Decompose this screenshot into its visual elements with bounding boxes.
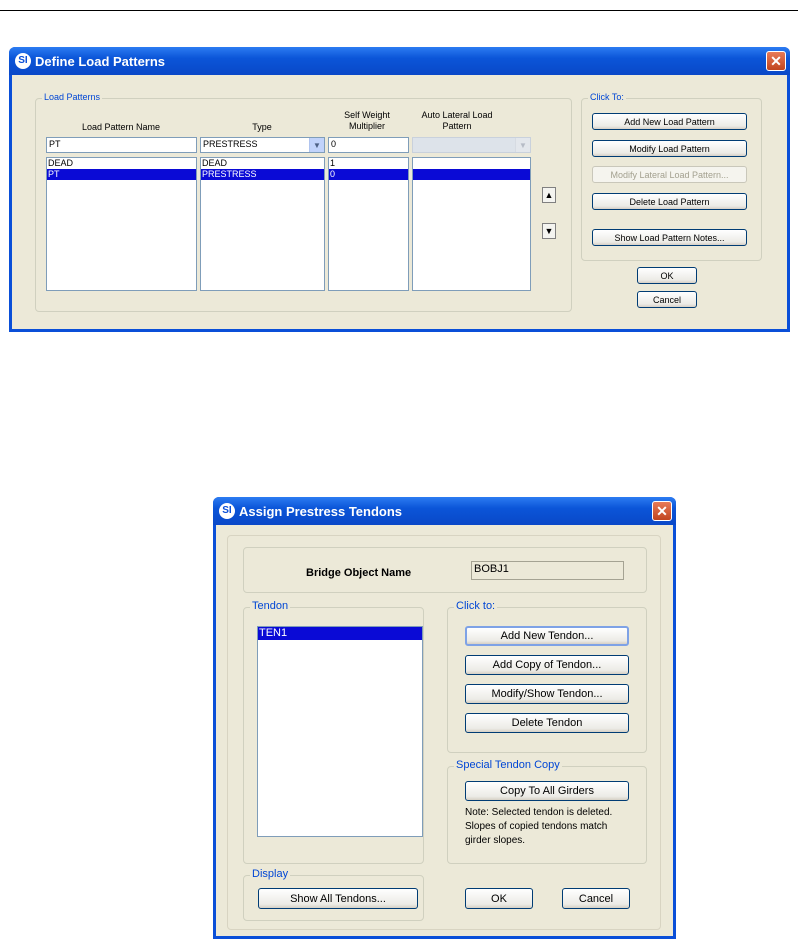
type-list[interactable] [200,157,325,291]
note-line: Note: Selected tendon is deleted. [465,807,613,818]
modify-show-tendon-button[interactable]: Modify/Show Tendon... [465,684,629,704]
header-auto-lateral: Auto Lateral Load Pattern [421,110,493,131]
app-logo-icon: SI [15,53,31,69]
auto-lateral-list[interactable] [412,157,531,291]
note-line: Slopes of copied tendons match [465,821,608,832]
dialog-body [12,75,787,329]
header-self-weight-multiplier: Self Weight Multiplier [344,110,390,131]
tendon-list[interactable] [257,626,423,837]
type-select[interactable] [200,137,325,153]
group-label: Special Tendon Copy [456,759,560,771]
list-item[interactable] [413,169,530,180]
list-item[interactable]: TEN1 [258,627,422,640]
copy-to-all-girders-button[interactable]: Copy To All Girders [465,781,629,801]
dialog-title-bar[interactable] [9,47,790,75]
dialog-body [216,525,673,936]
auto-lateral-select [412,137,531,153]
add-new-tendon-button[interactable]: Add New Tendon... [465,626,629,646]
app-logo-icon: SI [219,503,235,519]
ok-button[interactable]: OK [637,267,697,284]
tendon-copy-note [465,806,612,848]
show-load-pattern-notes-button[interactable]: Show Load Pattern Notes... [592,229,747,246]
arrow-up-icon[interactable]: ▲ [542,187,556,203]
multiplier-list[interactable] [328,157,409,291]
dialog-title: Assign Prestress Tendons [239,503,403,519]
list-item[interactable] [413,158,530,169]
load-pattern-name-input[interactable]: PT [46,137,197,153]
ok-button[interactable]: OK [465,888,533,909]
chevron-down-icon: ▼ [515,138,530,152]
delete-tendon-button[interactable]: Delete Tendon [465,713,629,733]
close-icon[interactable]: ✕ [652,501,672,521]
bridge-object-name-label: Bridge Object Name [306,567,412,579]
load-pattern-name-list[interactable] [46,157,197,291]
assign-prestress-tendons-dialog [213,497,676,939]
list-item[interactable]: PRESTRESS [201,169,324,180]
cancel-button[interactable]: Cancel [562,888,630,909]
dialog-title-bar[interactable] [213,497,676,525]
group-label: Load Patterns [44,92,101,102]
dialog-title: Define Load Patterns [35,53,166,69]
chevron-down-icon[interactable]: ▼ [309,138,324,152]
list-item[interactable]: DEAD [202,158,228,168]
bridge-object-name-field: BOBJ1 [471,561,624,580]
arrow-down-icon[interactable]: ▼ [542,223,556,239]
page-top-rule [0,10,798,11]
group-label: Click To: [590,92,624,102]
define-load-patterns-dialog [9,47,790,332]
cancel-button[interactable]: Cancel [637,291,697,308]
header-type: Type [252,122,272,132]
group-label: Click to: [456,600,496,612]
list-item[interactable]: DEAD [48,158,74,168]
note-line: girder slopes. [465,835,526,846]
type-select-value: PRESTRESS [203,139,258,149]
list-item[interactable]: 1 [330,158,336,168]
add-copy-of-tendon-button[interactable]: Add Copy of Tendon... [465,655,629,675]
list-item[interactable]: 0 [329,169,408,180]
modify-lateral-load-pattern-button[interactable]: Modify Lateral Load Pattern... [592,166,747,183]
modify-load-pattern-button[interactable]: Modify Load Pattern [592,140,747,157]
list-item[interactable]: PT [47,169,196,180]
delete-load-pattern-button[interactable]: Delete Load Pattern [592,193,747,210]
group-label: Tendon [252,600,289,612]
group-label: Display [252,868,289,880]
self-weight-multiplier-input[interactable]: 0 [328,137,409,153]
header-load-pattern-name: Load Pattern Name [81,122,161,132]
add-new-load-pattern-button[interactable]: Add New Load Pattern [592,113,747,130]
show-all-tendons-button[interactable]: Show All Tendons... [258,888,418,909]
close-icon[interactable]: ✕ [766,51,786,71]
